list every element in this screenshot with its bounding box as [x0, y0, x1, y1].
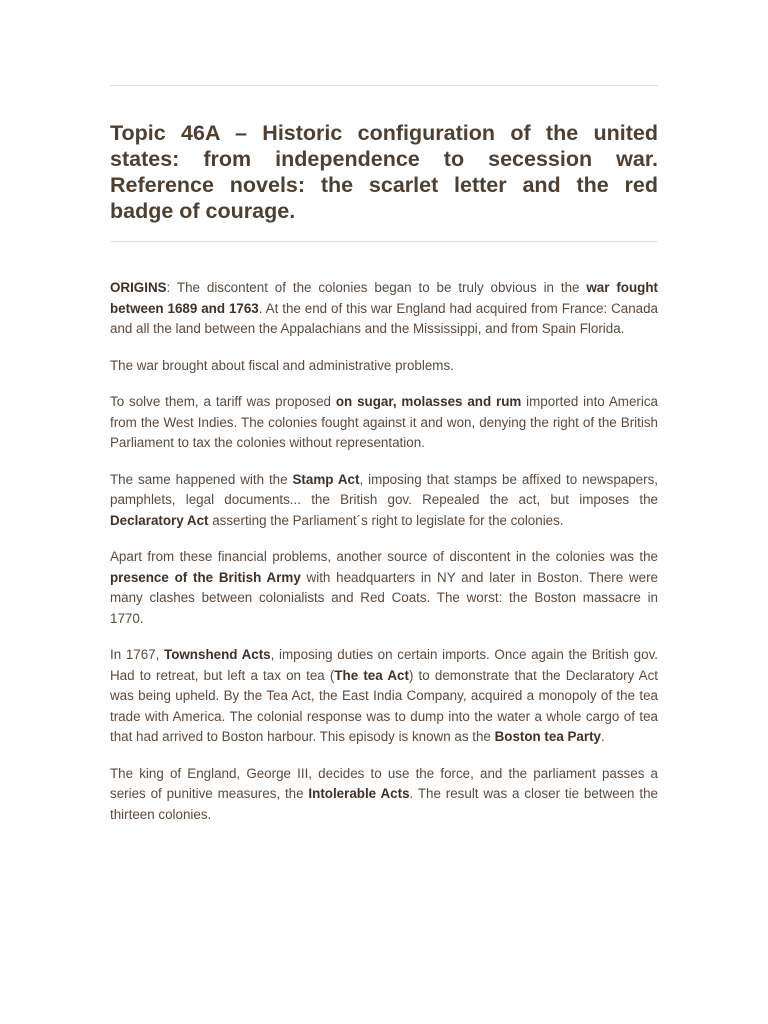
body-paragraph	[110, 356, 658, 377]
paragraph-text: : The discontent of the colonies began to be truly obvious in the	[166, 280, 587, 295]
document-title: Topic 46A – Historic configuration of the united states: from independence to secession war. Reference novels: the scarlet letter and the red badge of courage.	[110, 121, 658, 223]
body-paragraph	[110, 764, 658, 826]
bold-term: presence of the British Army	[110, 569, 301, 585]
paragraph-text: imported into America from the West Indies. The colonies fought against it and won, denying the right of the British Parliament to tax the colonies without representation.	[110, 394, 658, 450]
paragraph-text: asserting the Parliament´s right to legislate for the colonies.	[208, 512, 564, 528]
body-paragraph	[110, 645, 658, 748]
title-divider	[110, 241, 658, 242]
paragraph-text: Apart from these financial problems, another source of discontent in the colonies was the	[110, 549, 658, 564]
paragraph-text: .	[601, 729, 605, 744]
body-paragraph	[110, 470, 658, 532]
paragraph-text: The king of England, George III, decides to use the force, and the parliament passes a series of punitive measures, the	[110, 765, 658, 801]
bold-term: on sugar, molasses and rum	[335, 394, 522, 409]
body-paragraph	[110, 278, 658, 340]
paragraph-text: , imposing that stamps be affixed to newspapers, pamphlets, legal documents... the British gov. Repealed the act, but imposes the	[110, 471, 658, 507]
bold-term: The tea Act	[334, 667, 409, 683]
paragraph-text: In 1767,	[110, 647, 165, 662]
paragraph-text: . At the end of this war England had acquired from France: Canada and all the land between the Appalachians and the Mississippi, and from Spain Florida.	[110, 300, 658, 336]
body-paragraph	[110, 547, 658, 629]
bold-term: war fought between 1689 and 1763	[110, 280, 658, 316]
paragraph-text: ) to demonstrate that the Declaratory Act was being upheld. By the Tea Act, the East India Company, acquired a monopoly of the tea trade with America. The colonial response was to dump into the water a whole cargo of tea that had arrived to Boston harbour. This episody is known as the	[110, 667, 658, 744]
paragraph-text: . The result was a closer tie between the thirteen colonies.	[110, 786, 658, 822]
document-body	[110, 278, 658, 825]
paragraph-text: The war brought about fiscal and administrative problems.	[110, 357, 454, 373]
bold-term: Townshend Acts	[164, 647, 271, 662]
top-divider	[110, 85, 658, 86]
bold-term: ORIGINS	[110, 280, 167, 295]
bold-term: Declaratory Act	[110, 512, 209, 528]
bold-term: Boston tea Party	[494, 729, 601, 744]
document-page	[110, 0, 658, 841]
paragraph-text: The same happened with the	[110, 471, 293, 487]
paragraph-text: To solve them, a tariff was proposed	[110, 394, 336, 409]
paragraph-text: with headquarters in NY and later in Boston. There were many clashes between colonialists and Red Coats. The worst: the Boston massacre in 1770.	[110, 569, 659, 626]
body-paragraph	[110, 392, 658, 454]
bold-term: Intolerable Acts	[308, 786, 410, 801]
bold-term: Stamp Act	[292, 471, 360, 487]
paragraph-text: , imposing duties on certain imports. Once again the British gov. Had to retreat, but left a tax on tea (	[110, 647, 658, 683]
